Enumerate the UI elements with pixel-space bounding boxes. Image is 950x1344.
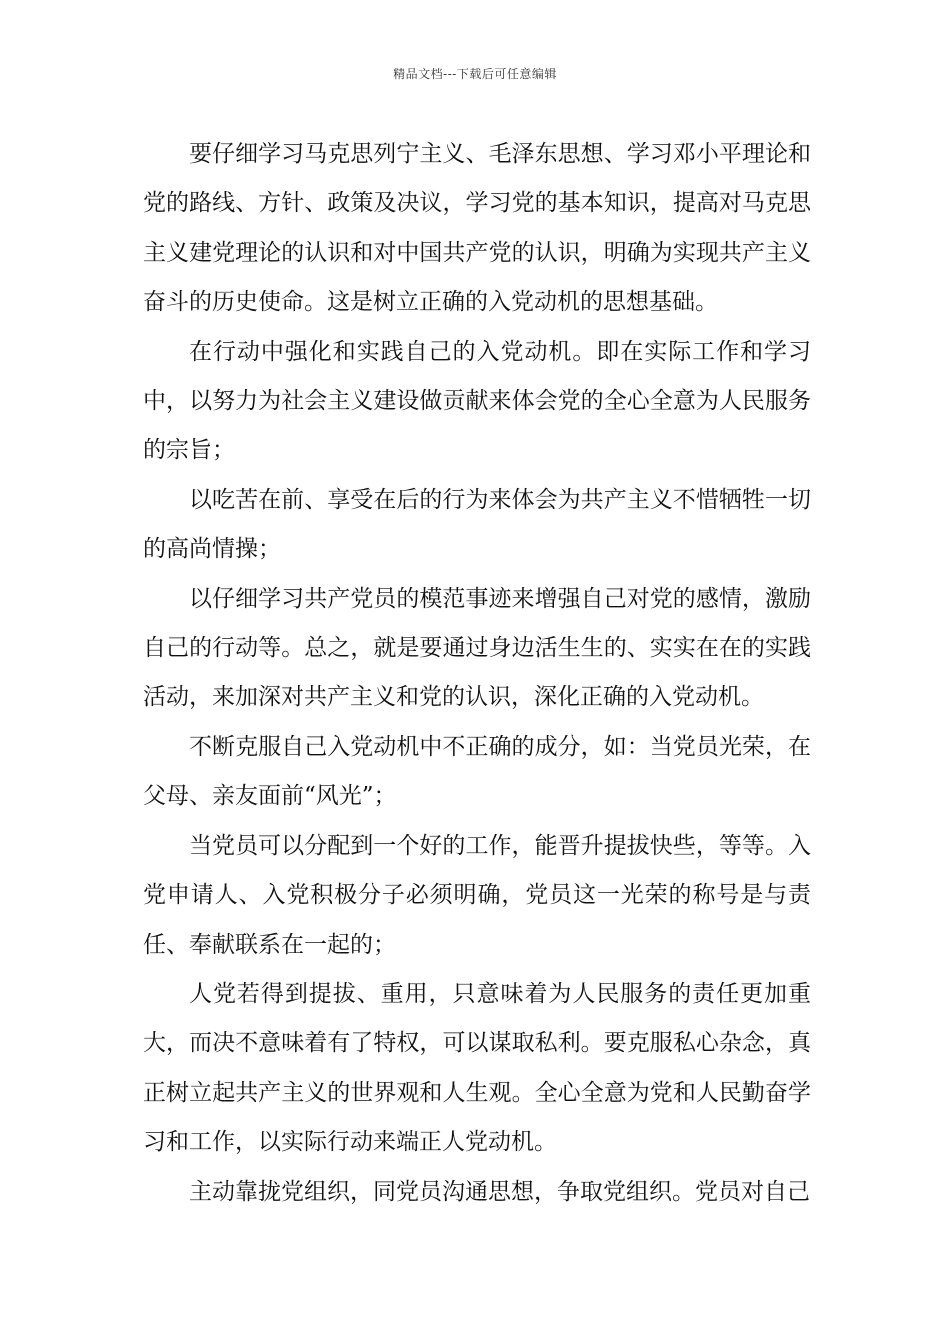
paragraph: 人党若得到提拔、重用，只意味着为人民服务的责任更加重大，而决不意味着有了特权，可以谋取私利。要克服私心杂念，真正树立起共产主义的世界观和人生观。全心全意为党和人民勤奋学习和工作，以实际行动来端正人党动机。 [143, 980, 811, 1156]
paragraph: 以吃苦在前、享受在后的行为来体会为共产主义不惜牺牲一切的高尚情操； [143, 486, 811, 563]
paragraph: 主动靠拢党组织，同党员沟通思想，争取党组织。党员对自己 [189, 1178, 810, 1205]
paragraph: 当党员可以分配到一个好的工作，能晋升提拔快些，等等。入党申请人、入党积极分子必须明确，党员这一光荣的称号是与责任、奉献联系在一起的； [143, 832, 811, 958]
document-body [143, 130, 811, 1217]
paragraph: 在行动中强化和实践自己的入党动机。即在实际工作和学习中，以努力为社会主义建设做贡献来体会党的全心全意为人民服务的宗旨； [143, 338, 811, 464]
paragraph: 不断克服自己入党动机中不正确的成分，如：当党员光荣，在父母、亲友面前“风光”； [143, 733, 811, 810]
paragraph: 要仔细学习马克思列宁主义、毛泽东思想、学习邓小平理论和党的路线、方针、政策及决议，学习党的基本知识，提高对马克思主义建党理论的认识和对中国共产党的认识，明确为实现共产主义奋斗的历史使命。这是树立正确的入党动机的思想基础。 [143, 141, 811, 316]
page-header: 精品文档---下载后可任意编辑 [393, 67, 557, 81]
paragraph: 以仔细学习共产党员的模范事迹来增强自己对党的感情，激励自己的行动等。总之，就是要通过身边活生生的、实实在在的实践活动，来加深对共产主义和党的认识，深化正确的入党动机。 [143, 585, 811, 711]
